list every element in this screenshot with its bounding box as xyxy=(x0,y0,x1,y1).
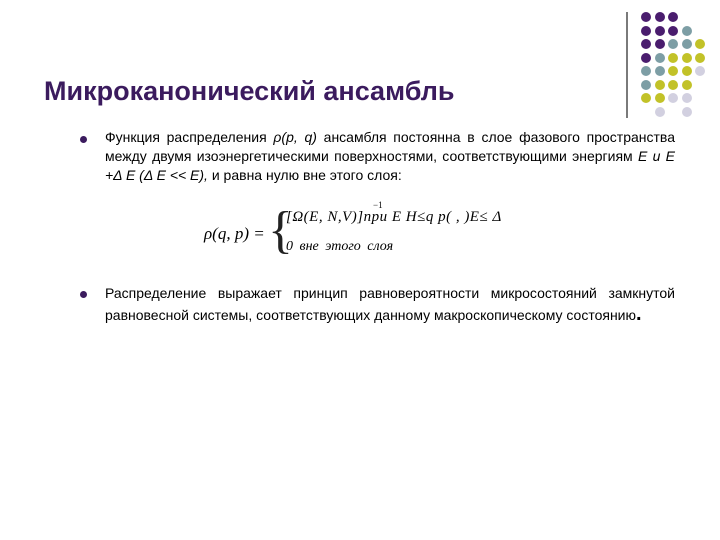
bullet-paragraph-1 xyxy=(105,128,675,185)
bullet-marker-1 xyxy=(80,136,87,143)
slide-title: Микроканонический ансамбль xyxy=(44,76,455,106)
decorative-dot xyxy=(641,53,651,63)
decorative-dot xyxy=(641,26,651,36)
formula-superscript: −1 xyxy=(373,200,383,210)
decorative-dot xyxy=(641,80,651,90)
decorative-dot xyxy=(655,26,665,36)
decorative-dot xyxy=(668,93,678,103)
decorative-dot xyxy=(641,66,651,76)
rho-pq: ρ(p, q) xyxy=(273,129,317,145)
decorative-dot xyxy=(695,66,705,76)
decorative-dot xyxy=(682,66,692,76)
decorative-dot xyxy=(668,53,678,63)
formula-row-1: [Ω(E, N,V)]при E H≤q p( , )E≤ Δ xyxy=(286,209,502,225)
bullet1-text-a: Функция распределения xyxy=(105,129,274,145)
decorative-dot xyxy=(655,80,665,90)
distribution-formula xyxy=(200,200,580,263)
decorative-dot xyxy=(655,66,665,76)
decorative-dot xyxy=(682,107,692,117)
decorative-dot xyxy=(695,39,705,49)
decorative-dot xyxy=(682,53,692,63)
decorative-dot xyxy=(668,12,678,22)
bullet1-text-b: ансамбля постоянна в слое фазового пространства между двумя изоэнергетическими поверхностями, соответствующими энергиям xyxy=(105,129,675,164)
decorative-dot xyxy=(641,12,651,22)
bullet-paragraph-2 xyxy=(105,283,675,326)
formula-brace: { xyxy=(268,202,293,259)
decorative-dot xyxy=(682,39,692,49)
decorative-dot xyxy=(655,107,665,117)
decorative-dot xyxy=(655,93,665,103)
decorative-dot xyxy=(682,26,692,36)
decorative-dot xyxy=(655,39,665,49)
decorative-dot xyxy=(668,39,678,49)
bullet-marker-2 xyxy=(80,291,87,298)
formula-row-2: 0 вне этого слоя xyxy=(286,239,394,254)
decorative-dot xyxy=(668,26,678,36)
decorative-dot xyxy=(655,53,665,63)
formula-lhs: ρ(q, p) = xyxy=(204,224,265,243)
decorative-dot xyxy=(641,93,651,103)
decorative-dot xyxy=(655,12,665,22)
decorative-dot xyxy=(668,66,678,76)
decorative-dot xyxy=(695,53,705,63)
decorative-dot xyxy=(682,93,692,103)
decorative-dot xyxy=(668,80,678,90)
decorative-dot xyxy=(641,39,651,49)
bullet1-text-c: и равна нулю вне этого слоя: xyxy=(207,167,402,183)
bullet2-text: Распределение выражает принцип равновероятности микросостояний замкнутой равновесной системы, соответствующих данному макроскопическому состоянию xyxy=(105,285,675,323)
bullet2-period: . xyxy=(636,303,642,325)
decorative-divider-line xyxy=(626,12,628,118)
decorative-dot-grid xyxy=(641,12,720,122)
decorative-dot xyxy=(682,80,692,90)
energy-condition: E и E +Δ E (Δ E << E), xyxy=(105,148,675,183)
